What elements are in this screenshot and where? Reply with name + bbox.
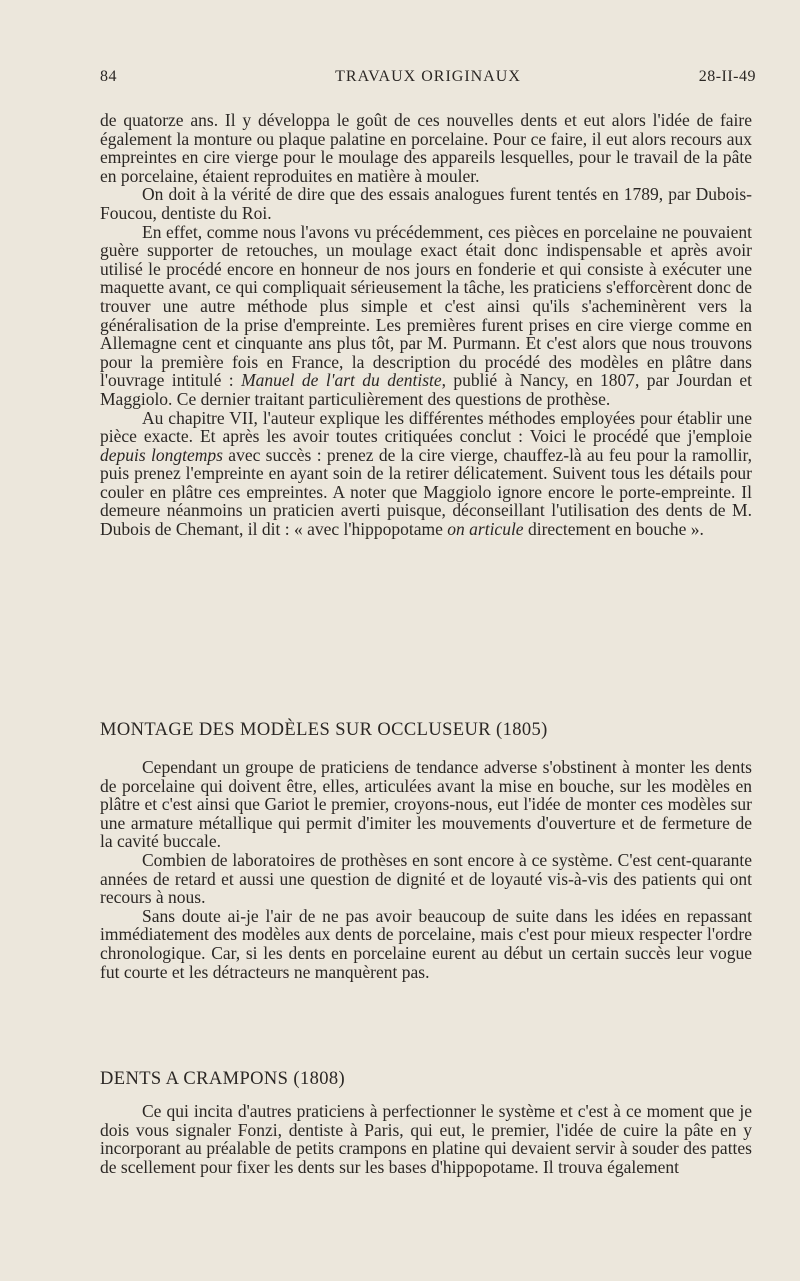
italic-phrase: on articule (447, 519, 524, 540)
paragraph: de quatorze ans. Il y développa le goût de ces nouvelles dents et eut alors l'idée de faire également la monture ou plaque palatine en porcelaine. Pour ce faire, il eut alors recours aux empreintes en cire vierge pour le moulage des appareils lesquelles, pour le travail de la pâte en porcelaine, étaient reproduites en matière à mouler. (100, 110, 752, 186)
paragraph (100, 409, 752, 539)
issue-date: 28-II-49 (698, 68, 756, 85)
italic-phrase: depuis longtemps (100, 444, 223, 465)
book-title: Manuel de l'art du dentiste (241, 370, 442, 391)
text-run: En effet, comme nous l'avons vu précédemment, ces pièces en porcelaine ne pouvaient guère supporter de retouches, un moulage exact était donc indispensable et après avoir utilisé le procédé encore en honneur de nos jours en fonderie et qui consiste à exécuter une maquette avant, ce qui compliquait sérieusement la tâche, les praticiens s'efforcèrent donc de trouver une autre méthode plus simple et c'est ainsi qu'ils s'acheminèrent vers la généralisation de la prise d'empreinte. Les premières furent prises en cire vierge comme en Allemagne cent et cinquante ans plus tôt, par M. Purmann. Et c'est alors que nous trouvons pour la première fois en France, la description du procédé des modèles en plâtre dans l'ouvrage intitulé : (100, 221, 752, 391)
text-run: , publié à Nancy, en 1807, par Jourdan et Maggiolo. Ce dernier traitant particulièrement des questions de prothèse. (100, 370, 752, 409)
paragraph: Sans doute ai-je l'air de ne pas avoir beaucoup de suite dans les idées en repassant immédiatement des modèles aux dents de porcelaine, mais c'est pour mieux respecter l'ordre chronologique. Car, si les dents en porcelaine eurent au début un certain succès leur vogue fut courte et les détracteurs ne manquèrent pas. (100, 905, 752, 982)
paragraph: Ce qui incita d'autres praticiens à perfectionner le système et c'est à ce moment que je dois vous signaler Fonzi, dentiste à Paris, qui eut, le premier, l'idée de cuire la pâte en y incorporant au préalable de petits crampons en platine qui devaient servir à souder des pattes de scellement pour fixer les dents sur les bases d'hippopotame. Il trouva également (100, 1101, 752, 1177)
text-run: avec succès : prenez de la cire vierge, chauffez-là au feu pour la ramollir, puis prenez l'empreinte en ayant soin de la retirer délicatement. Suivent tous les détails pour couler en plâtre ces empreintes. A noter que Maggiolo ignore encore le porte-empreinte. Il demeure néanmoins un praticien averti puisque, déconseillant l'utilisation des dents de M. Dubois de Chemant, il dit : « avec l'hippopotame (100, 444, 752, 540)
text-run: directement en bouche ». (523, 519, 704, 540)
page-number: 84 (100, 68, 117, 85)
paragraph: Combien de laboratoires de prothèses en sont encore à ce système. C'est cent-quarante années de retard et aussi une question de dignité et de loyauté vis-à-vis des patients qui ont recours à nous. (100, 849, 752, 908)
running-header (100, 68, 756, 96)
paragraph (100, 223, 752, 409)
text-run: Au chapitre VII, l'auteur explique les différentes méthodes employées pour établir une pièce exacte. Et après les avoir toutes critiquées conclut : Voici le procédé que j'emploie (100, 407, 752, 447)
section-crampons (100, 1102, 752, 1176)
paragraph: Cependant un groupe de praticiens de tendance adverse s'obstinent à monter les dents de porcelaine qui doivent être, elles, articulées avant la mise en bouche, sur les modèles en plâtre et c'est ainsi que Gariot le premier, croyons-nous, eut l'idée de monter ces modèles sur une armature métallique qui permit d'imiter les mouvements d'ouverture et de fermeture de la cavité buccale. (100, 757, 752, 852)
section-heading: MONTAGE DES MODÈLES SUR OCCLUSEUR (1805) (100, 720, 548, 740)
paragraph: On doit à la vérité de dire que des essais analogues furent tentés en 1789, par Dubois-Foucou, dentiste du Roi. (100, 184, 752, 223)
section-heading: DENTS A CRAMPONS (1808) (100, 1069, 346, 1089)
section-occluseur (100, 758, 752, 981)
journal-title: TRAVAUX ORIGINAUX (335, 68, 521, 85)
section-intro (100, 111, 752, 539)
